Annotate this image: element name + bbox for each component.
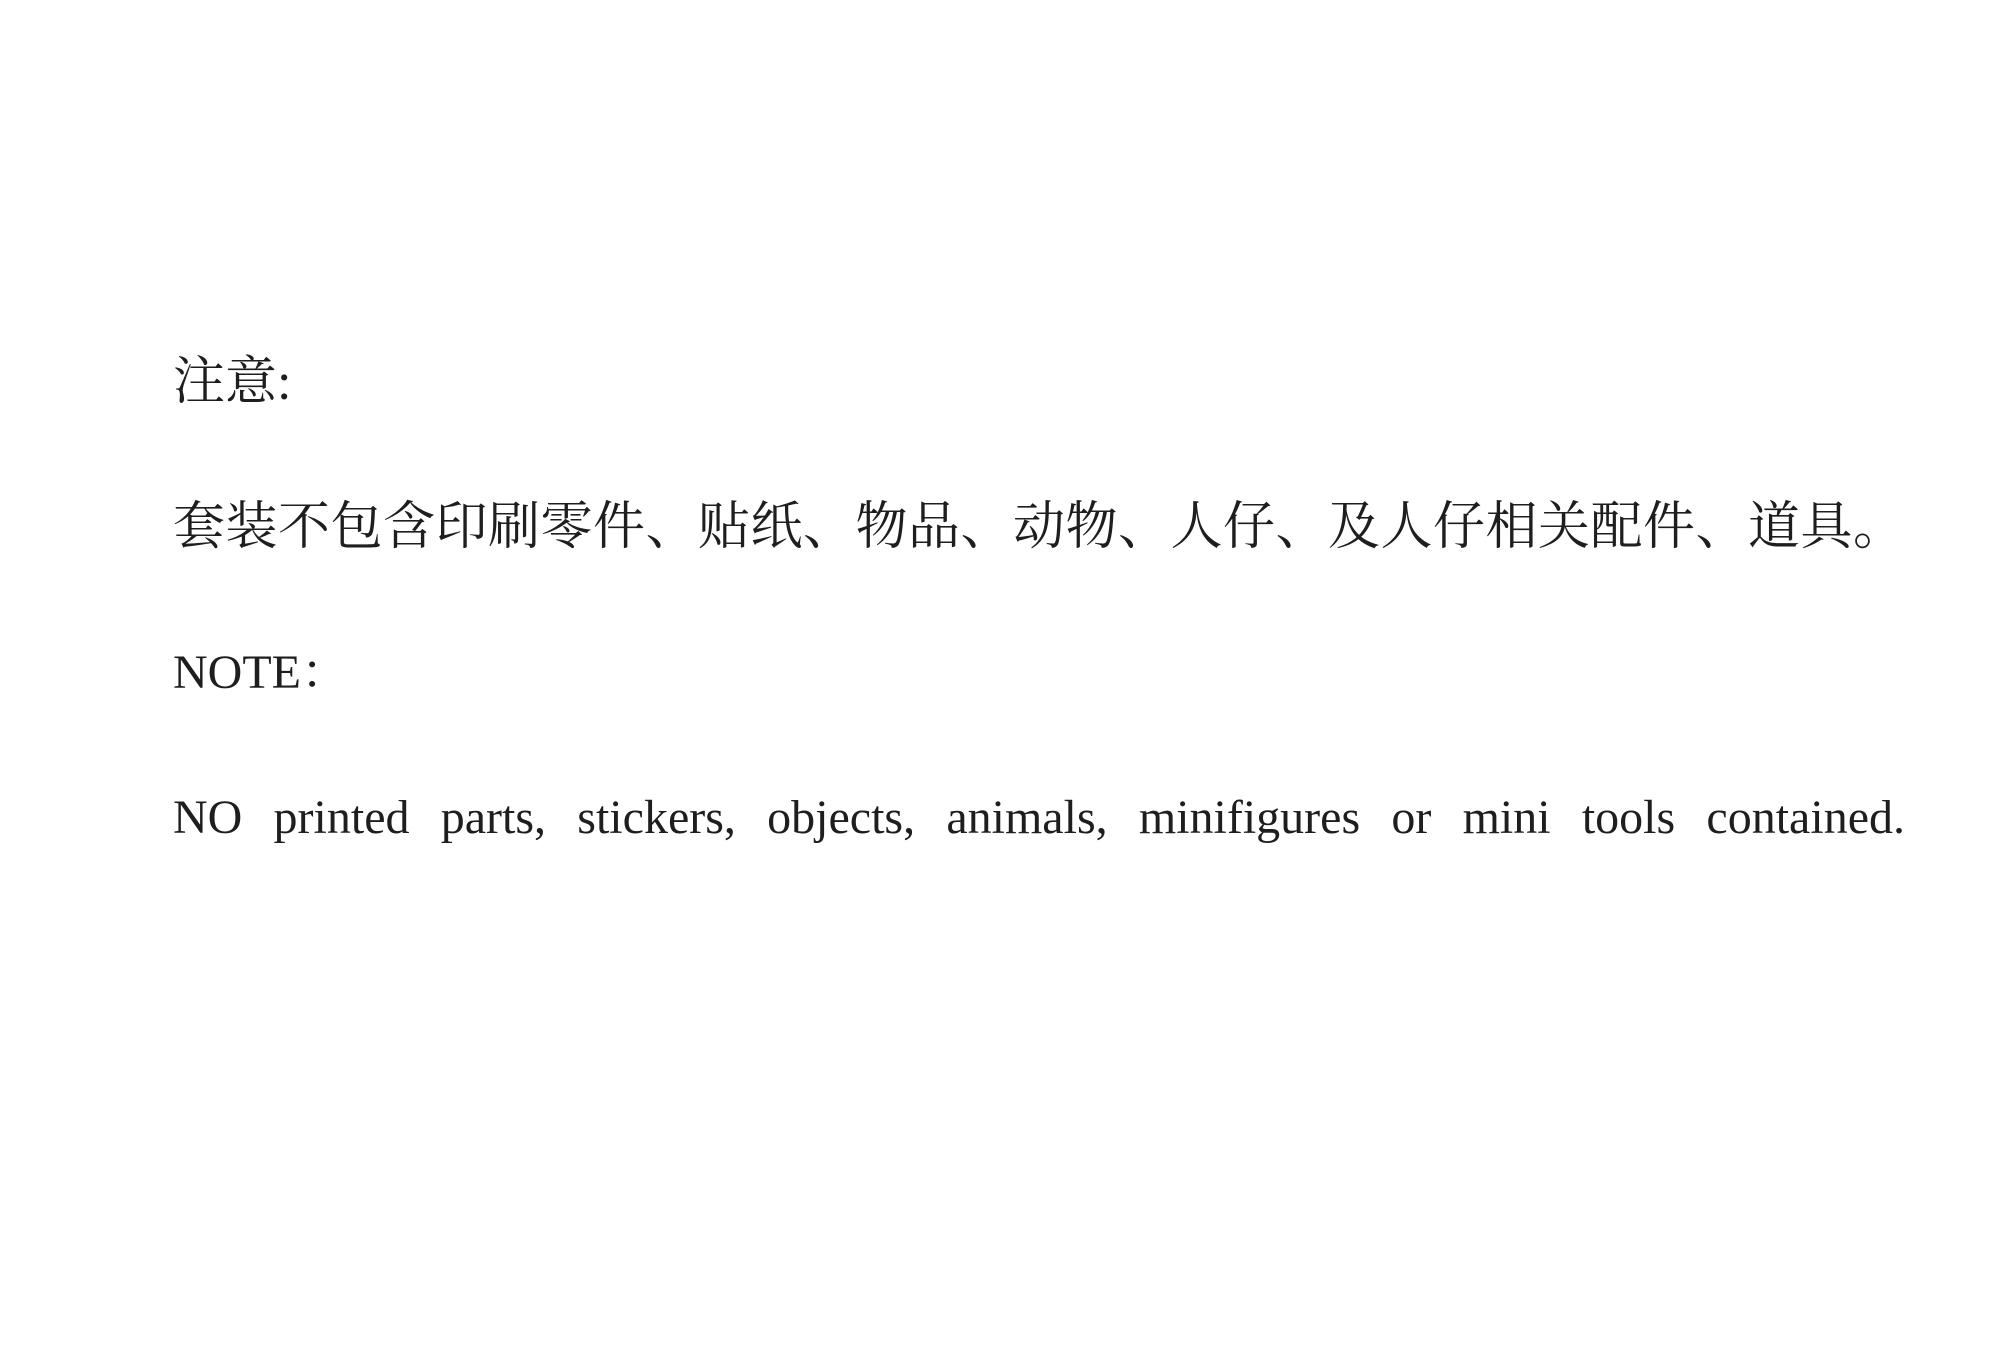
note-body-zh: 套装不包含印刷零件、贴纸、物品、动物、人仔、及人仔相关配件、道具。 bbox=[173, 499, 1905, 556]
note-body-en: NO printed parts, stickers, objects, animals, minifigures or mini tools contained. bbox=[173, 791, 1905, 844]
note-heading-zh: 注意: bbox=[173, 354, 292, 411]
document-page bbox=[173, 310, 1905, 890]
note-heading-en: NOTE： bbox=[173, 646, 349, 699]
